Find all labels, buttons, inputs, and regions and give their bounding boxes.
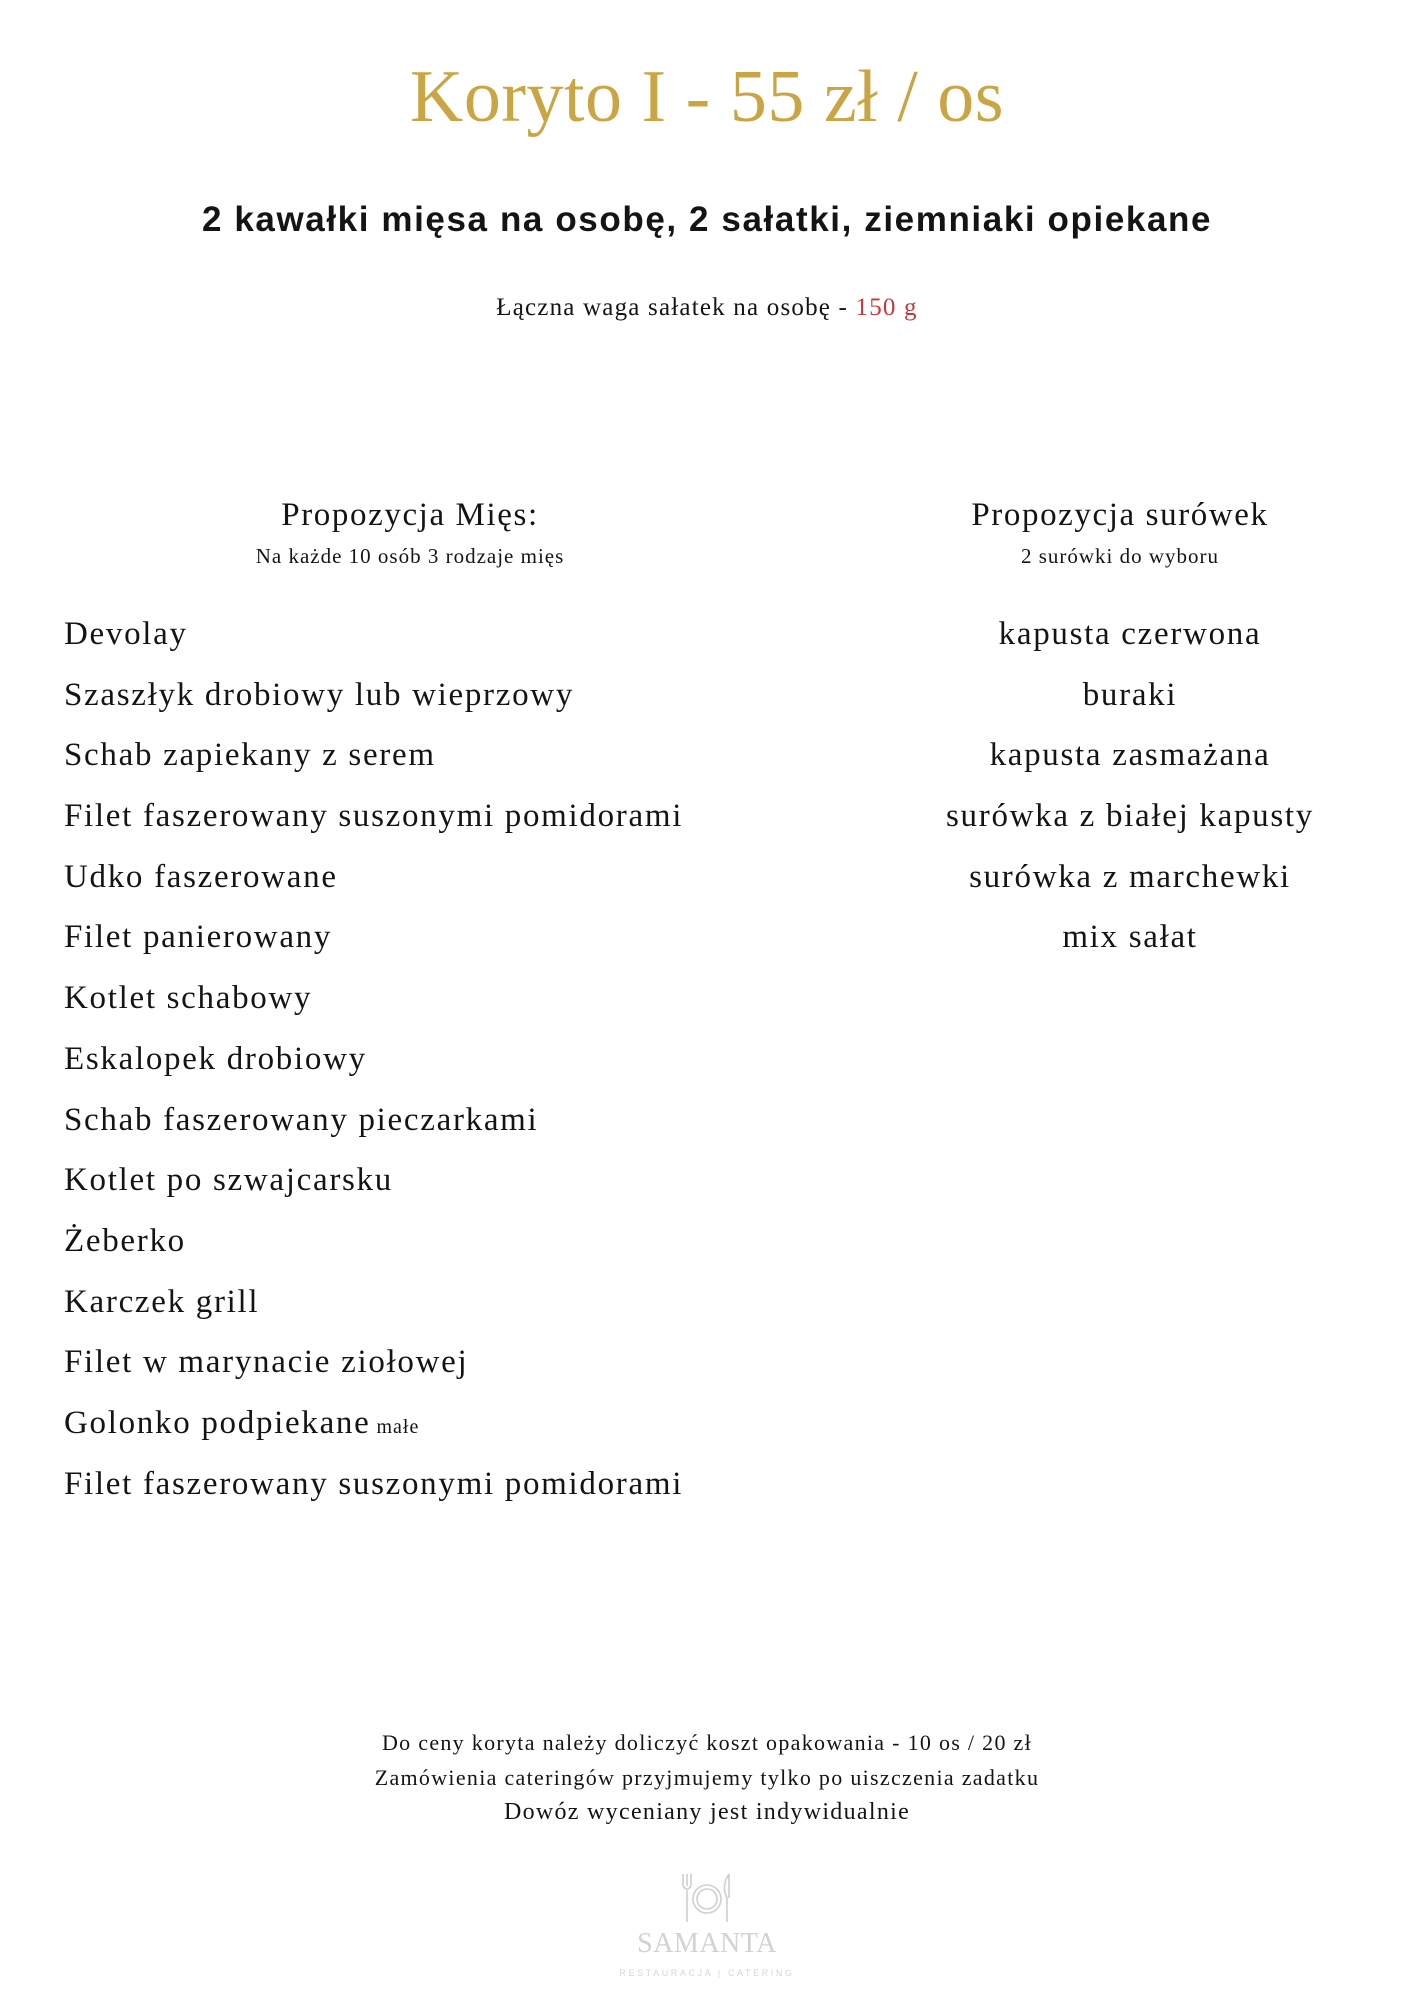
footer-note-deposit: Zamówienia cateringów przyjmujemy tylko po uiszczenia zadatku [374,1765,1040,1790]
salad-item: surówka z marchewki [969,858,1291,895]
salad-subheading: 2 surówki do wyboru [1020,544,1220,568]
meat-item [64,1454,844,1515]
salad-item: buraki [1082,676,1178,713]
meat-item-name: Filet w marynacie ziołowej [64,1344,469,1381]
meat-item [64,1332,844,1393]
meat-item-name: Żeberko [64,1222,186,1259]
logo-name: SAMANTA [637,1928,777,1959]
meat-item [64,1393,844,1454]
salad-weight-label: Łączna waga sałatek na osobę - [496,294,856,321]
meat-item-name: Devolay [64,616,188,652]
logo-tagline: RESTAURACJA | CATERING [619,1968,795,1978]
meat-item [64,1090,844,1151]
meat-item [64,968,844,1029]
plate-fork-knife-icon [677,1872,737,1924]
salad-section-header [880,495,1360,569]
salad-heading: Propozycja surówek [971,497,1269,533]
meat-item [64,1272,844,1333]
meat-list [64,604,844,1514]
meat-item [64,1029,844,1090]
meat-item-name: Szaszłyk drobiowy lub wieprzowy [64,676,575,713]
meat-item [64,604,844,665]
meat-item-name: Eskalopek drobiowy [64,1040,367,1077]
meat-item-note: małe [376,1415,420,1438]
meat-item-name: Karczek grill [64,1283,260,1320]
meat-item [64,665,844,726]
meat-section-header [150,495,670,569]
meat-item [64,1150,844,1211]
footer-notes [0,1725,1414,1830]
page-title: Koryto I - 55 zł / os [409,56,1005,138]
meat-item-name: Filet faszerowany suszonymi pomidorami [64,798,684,835]
brand-logo [607,1872,807,1980]
salad-weight-value: 150 g [855,294,918,321]
meat-heading: Propozycja Mięs: [281,497,539,533]
meat-item [64,907,844,968]
meat-item-name: Kotlet po szwajcarsku [64,1162,393,1199]
salad-weight-line [0,293,1414,323]
meat-item-name: Kotlet schabowy [64,980,313,1017]
salad-item: surówka z białej kapusty [946,798,1314,835]
meat-item-name: Golonko podpiekane [64,1404,371,1441]
meat-item-name: Schab zapiekany z serem [64,737,436,774]
footer-note-delivery: Dowóz wyceniany jest indywidualnie [503,1799,911,1825]
meat-item-name: Filet panierowany [64,919,333,956]
meat-item-name: Filet faszerowany suszonymi pomidorami [64,1465,684,1502]
salad-item: kapusta zasmażana [989,737,1271,774]
footer-note-packaging: Do ceny koryta należy doliczyć koszt opakowania - 10 os / 20 zł [381,1730,1033,1755]
meat-item [64,786,844,847]
salad-item: mix sałat [1062,919,1198,956]
meat-item [64,1211,844,1272]
meat-item [64,725,844,786]
meat-item [64,847,844,908]
salad-list [880,604,1380,968]
meat-subheading: Na każde 10 osób 3 rodzaje mięs [255,544,565,568]
menu-subtitle: 2 kawałki mięsa na osobę, 2 sałatki, ziemniaki opiekane [201,200,1213,239]
meat-item-name: Schab faszerowany pieczarkami [64,1101,539,1138]
salad-item: kapusta czerwona [998,616,1262,652]
meat-item-name: Udko faszerowane [64,858,338,895]
